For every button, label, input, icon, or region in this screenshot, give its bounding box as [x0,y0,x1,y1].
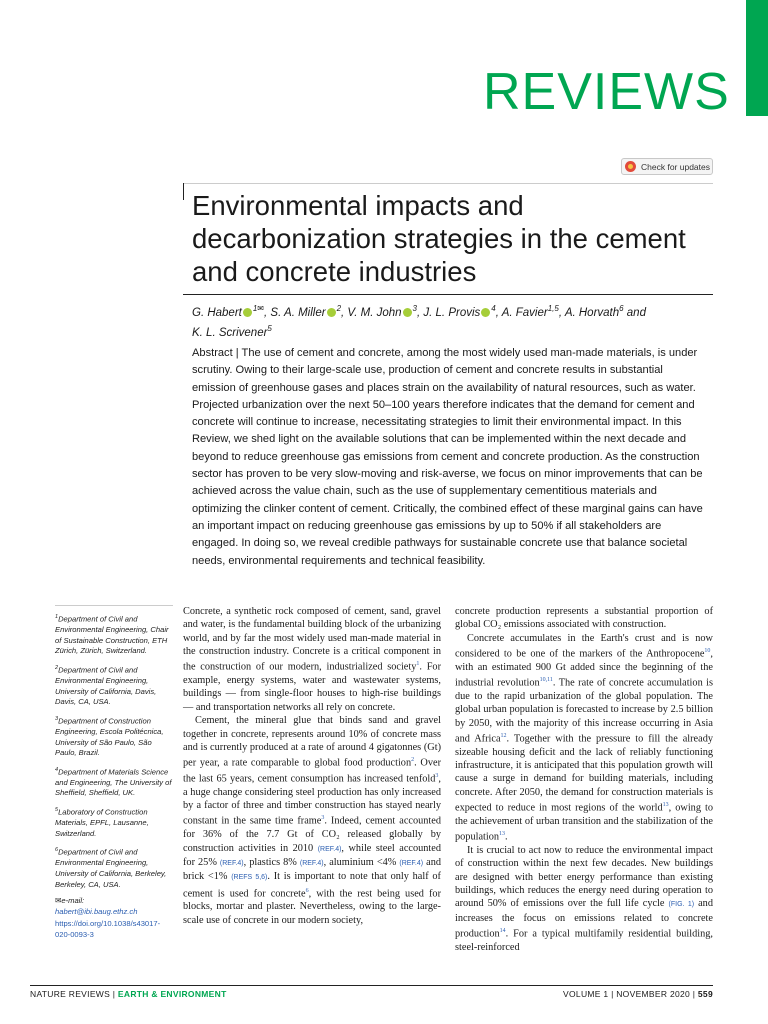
author-list: G. Habert $^{1✉}$, S. A. Miller $^2$, V. M. John $^3$, J. L. Provis $^4$, A. Favier$^{1,5}$, A. Horvath$^6$ and K. L. Scrivener$^5$ [192,304,646,339]
paragraph: Concrete, a synthetic rock composed of cement, sand, gravel and water, is the fundamental building block of the urbanizing world, and by far the most widely used man-made material in the construction industry. Concrete is a critical component in the construction of our modern, industrialized society$^1$. For example, energy systems, water and wastewater systems, buildings — from single-floor houses to high-rise buildings — and transportation networks all rely on concrete. [183,606,442,713]
ref-link[interactable]: (REF.4) [299,859,324,867]
doi-link[interactable]: https://doi.org/10.1038/s43017-020-0093-3 [55,919,161,940]
author-name[interactable]: J. L. Provis [423,306,481,319]
orcid-icon[interactable] [243,308,252,317]
body-column-right [455,605,713,954]
affiliation: $^5$Laboratory of Construction Materials, EPFL, Lausanne, Switzerland. [55,807,149,838]
author-name[interactable]: A. Favier [501,306,548,319]
author-name[interactable]: G. Habert [192,306,242,319]
abstract: Abstract | The use of cement and concrete, among the most widely used man-made materials, is under scrutiny. Owing to their large-scale use, production of cement and concrete results in substantial emission of greenhouse gases and places strain on the availability of natural resources, such as water. Projected urbanization over the next 50–100 years therefore indicates that the demand for cement and concrete will continue to increase, necessitating strategies to limit their environmental impact. In this Review, we shed light on the available solutions that can be implemented within the next decade and beyond to reduce greenhouse gas emissions from cement and concrete production. As the construction sector has proven to be very slow-moving and risk-averse, we focus on minor improvements that can be achieved across the value chain, such as the use of supplementary cementitious materials and optimizing the clinker content of cement. Critically, the combined effect of these marginal gains can have an important impact on reducing greenhouse gas emissions by up to 50% if all stakeholders are engaged. In doing so, we reveal credible pathways for sustainable concrete use that balance societal needs, environmental requirements and technical feasibility. [192,347,703,567]
article-title: Environmental impacts and decarbonization strategies in the cement and concrete industries [192,190,686,287]
citation-link[interactable]: 10 [704,648,711,655]
affiliation: $^1$Department of Civil and Environmental Engineering, Chair of Sustainable Construction, ETH Zürich, Zürich, Switzerland. [55,614,169,656]
email-label: ✉e-mail: [55,896,85,906]
citation-link[interactable]: 3 [321,815,325,822]
citation-link[interactable]: 6 [305,887,309,894]
ref-link[interactable]: (REF.4) [317,845,342,853]
citation-link[interactable]: 10,11 [539,677,553,684]
citation-link[interactable]: 14 [499,928,506,935]
author-name[interactable]: K. L. Scrivener [192,326,268,339]
title-left-tick [183,183,184,200]
mail-icon: ✉ [55,896,62,906]
affiliations [55,612,173,941]
check-for-updates-button[interactable] [621,158,713,175]
affiliation: $^2$Department of Civil and Environmental Engineering, University of California, Davis, Davis, CA, USA. [55,664,157,707]
author-affiliation-number: 1,5 [547,304,559,313]
citation-link[interactable]: 1 [416,661,420,668]
author-name[interactable]: S. A. Miller [270,306,326,319]
affiliations-rule [55,605,173,606]
paragraph: Concrete accumulates in the Earth's crust and is now considered to be one of the markers of the Anthropocene$^{10}$, with an estimated 900 Gt added since the beginning of the industrial revolution$^{10,11}$. The rate of concrete accumulation is due to the rapid urbanization of the global population. The global urban population is forecasted to increase by 2.5 billion by 2050, with the majority of this increase occurring in Asia and Africa$^{12}$. Together with the pressure to fill the already sizeable housing deficit and the lack of reliably functioning infrastructure, it is anticipated that this population growth will cause a surge in demand for building materials, including concrete. After 2050, the demand for construction materials is expected to reduce in most regions of the world$^{13}$, owing to the achievement of urban transition and the stabilization of the population$^{13}$. [455,632,714,843]
footer-journal: NATURE REVIEWS | EARTH & ENVIRONMENT [30,989,227,999]
citation-link[interactable]: 13 [662,802,669,809]
ref-link[interactable]: (REFS 5,6) [231,874,268,882]
citation-link[interactable]: 13 [499,831,506,838]
author-affiliation-number: 6 [619,304,624,313]
body-column-left [183,605,441,927]
figure-link[interactable]: (FIG. 1) [668,901,695,909]
orcid-icon[interactable] [481,308,490,317]
orcid-icon[interactable] [403,308,412,317]
author-name[interactable]: A. Horvath [564,306,620,319]
citation-link[interactable]: 3 [435,772,439,779]
section-color-bar [746,0,768,116]
corresponding-email-link[interactable]: habert@ibi.baug.ethz.ch [55,906,138,916]
affiliation: $^3$Department of Construction Engineering, Escola Politécnica, University of São Paulo, São Paulo, Brazil. [55,715,164,758]
author-name[interactable]: V. M. John [347,306,402,319]
title-top-rule [183,183,713,184]
author-affiliation-number: 5 [267,323,272,333]
orcid-icon[interactable] [327,308,336,317]
author-affiliation-number: 2 [336,304,342,313]
title-bottom-rule [183,294,713,295]
citation-link[interactable]: 2 [411,757,415,764]
ref-link[interactable]: (REF.4) [219,859,244,867]
affiliation: $^6$Department of Civil and Environmental Engineering, University of California, Berkeley, Berkeley, CA, USA. [55,847,167,889]
footer-page-info: VOLUME 1 | NOVEMBER 2020 | 559 [563,989,713,999]
paragraph: Cement, the mineral glue that binds sand and gravel together in concrete, represents around 10% of concrete mass and is currently produced at a rate of around 4 gigatonnes (Gt) per year, a rate comparable to global food production$^2$. Over the last 65 years, cement consumption has increased tenfold$^3$, a huge change considering steel production has only increased by a factor of three and timber construction has stayed nearly constant in the same time frame$^3$. Indeed, cement accounted for 36% of the 7.7 Gt of CO₂ released globally by construction activities in 2010 (REF.4), while steel accounted for 25% (REF.4), plastics 8% (REF.4), aluminium <4% (REF.4) and brick <1% (REFS 5,6). It is important to note that only half of cement is used for concrete$^6$, with the rest being used for blocks, mortar and plaster. Nevertheless, owing to the large-scale use of concrete in our modern society, [183,715,441,926]
paragraph: concrete production represents a substantial proportion of global CO₂ emissions associated with construction. [455,606,713,631]
citation-link[interactable]: 12 [500,732,507,739]
author-affiliation-number: 1✉ [252,304,265,313]
paragraph: It is crucial to act now to reduce the environmental impact of construction within the next few decades. New buildings are designed with better energy performance than existing buildings, which reduces the energy need during operation to around 50% of emissions over the full life cycle (FIG. 1) and increases the focus on emissions related to concrete production$^{14}$. For a typical multifamily residential building, steel-reinforced [455,844,713,953]
author-affiliation-number: 3 [412,304,417,313]
author-affiliation-number: 4 [491,304,496,313]
journal-section-label: REVIEWS [483,63,730,121]
footer-rule [30,985,713,986]
affiliation: $^4$Department of Materials Science and Engineering, The University of Sheffield, Sheffield, UK. [55,766,172,798]
check-for-updates-label: Check for updates [641,161,710,172]
crossmark-icon [625,161,636,172]
ref-link[interactable]: (REF.4) [399,859,424,867]
page-number: 559 [697,989,713,999]
